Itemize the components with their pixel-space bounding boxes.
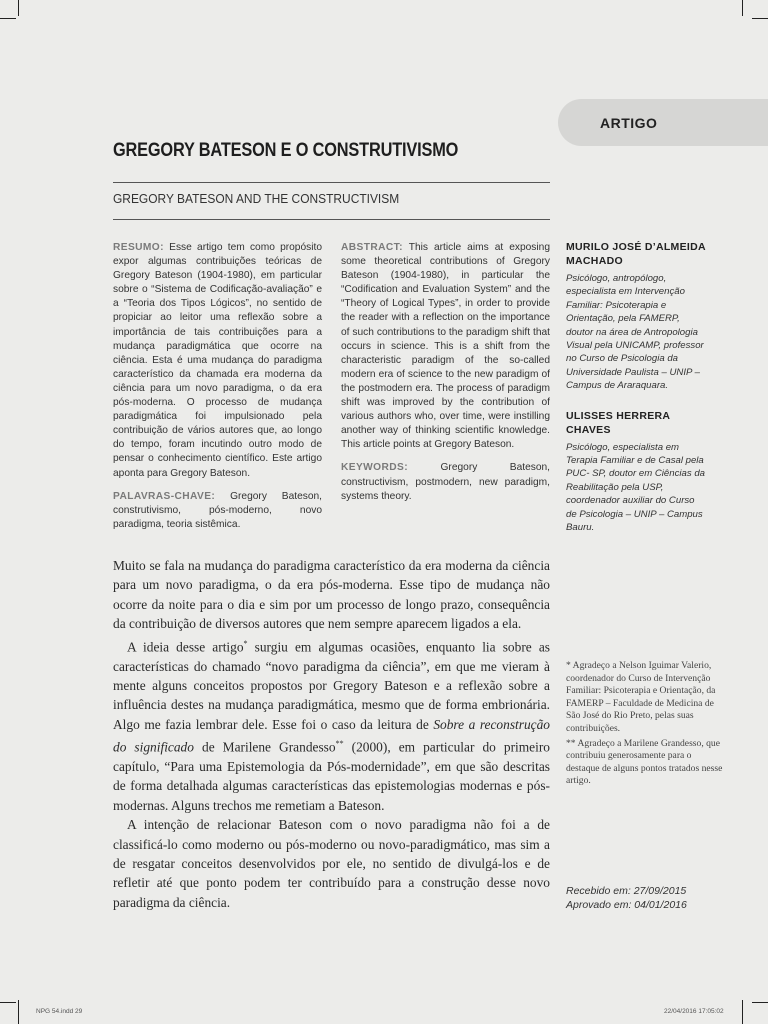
resumo-paragraph	[113, 241, 322, 481]
abstract-text: This article aims at exposing some theoretical contributions of Gregory Bateson (1904-1980), in particular the “Codification and Evaluation System” and the “Theory of Logical Types”, in order to provide the reader with a reflection on the importance of such contributions to the paradigm shift that occurs in science. This is a shift from the characteristic paradigm of the so-called modern era of science to the new paradigm of the postmodern era. The process of paradigm shift was improved by the contribution of various authors who, over time, were instilling another way of thinking scientific knowledge. This article points at Gregory Bateson.	[341, 242, 550, 451]
crop-mark	[0, 18, 16, 19]
keywords-label: KEYWORDS:	[341, 462, 408, 474]
resumo-text: Esse artigo tem como propósito expor algumas contribuições teóricas de Gregory Bateson (1904-1980), em particular sobre o “Sistema de Codificação-avaliação” e a “Teoria dos Tipos Lógicos”, no sentido de propiciar ao leitor uma reflexão sobre a importância de tais contribuições para a mudança paradigmática que ocorre na ciência. Esta é uma mudança do paradigma característico da chamada era moderna da ciência para um novo paradigma, o da era pós-moderna. O processo de mudança paradigmática foi impulsionado pela contribuição de vários autores que, ao longo do tempo, foram incutindo outro modo de pensar o conhecimento científico. Este artigo aponta para Gregory Bateson.	[113, 242, 322, 479]
crop-mark	[742, 1000, 743, 1024]
subtitle-rule	[113, 219, 550, 220]
authors-sidebar	[566, 240, 706, 551]
submission-dates	[566, 884, 687, 912]
article-body	[113, 556, 550, 912]
palavras-chave-paragraph	[113, 490, 322, 532]
palavras-chave-text: Gregory Bateson, construtivismo, pós-moderno, novo paradigma, teoria sistêmica.	[113, 490, 322, 530]
author-name: MURILO JOSÉ D’ALMEIDA MACHADO	[566, 241, 706, 267]
received-date: Recebido em: 27/09/2015	[566, 885, 687, 897]
resumo-column	[113, 241, 322, 532]
author-name: ULISSES HERRERA CHAVES	[566, 409, 670, 436]
body-text: (2000), em particular do primeiro capítulo, “Para uma Epistemologia da Pós-modernidade”, em que são descritas de forma detalhada algumas características das epistemologias modernas e pós-modernas. Alguns trechos me remetiam a Bateson.	[113, 739, 550, 813]
article-subtitle: GREGORY BATESON AND THE CONSTRUCTIVISM	[113, 191, 400, 206]
crop-mark	[0, 1002, 16, 1003]
crop-mark	[742, 0, 743, 16]
footnote-ref: *	[243, 638, 248, 648]
abstract-column	[341, 241, 550, 504]
author-bio: Psicólogo, antropólogo, especialista em Intervenção Familiar: Psicoterapia e Orientação, pela FAMERP, doutor na área de Antropologia Visual pela UNICAMP, professor no Curso de Psicologia da Universidade Paulista – UNIP – Campus de Araraquara.	[566, 273, 704, 392]
footer-right: 22/04/2016 17:05:02	[664, 1008, 724, 1015]
body-text: surgiu em algumas ocasiões, enquanto lia sobre as características do chamado “novo paradigma da ciência”, em que me vieram à mente alguns conceitos propostos por Gregory Bateson e a reflexão sobre a influência destes na mudança paradigmática, mesmo que de forma embrionária. Algo me fazia lembrar dele. Esse foi o caso da leitura de	[113, 639, 550, 732]
footnotes	[566, 660, 726, 790]
body-text: A ideia desse artigo	[127, 639, 244, 655]
abstract-label: ABSTRACT:	[341, 242, 403, 253]
body-paragraph	[113, 634, 550, 816]
footnote: ** Agradeço a Marilene Grandesso, que contribuiu generosamente para o destaque de alguns pontos tratados nesse artigo.	[566, 737, 723, 787]
approved-date: Aprovado em: 04/01/2016	[566, 899, 687, 911]
crop-mark	[752, 18, 768, 19]
book-title: Sobre a reconstrução do significado	[113, 716, 550, 755]
title-rule	[113, 182, 550, 183]
keywords-text: Gregory Bateson, constructivism, postmodern, new paradigm, systems theory.	[341, 462, 550, 502]
section-label: ARTIGO	[600, 114, 658, 131]
footer-left: NPG 54.indd 29	[36, 1008, 83, 1015]
crop-mark	[18, 1000, 19, 1024]
body-paragraph: A intenção de relacionar Bateson com o novo paradigma não foi a de classificá-lo como moderno ou pós-moderno ou novo-paradigmático, mas sim a de resgatar conceitos desenvolvidos por ele, no sentido de divulgá-los e de refletir até que ponto podem ter contribuído para a construção desse novo paradigma da ciência.	[113, 817, 550, 910]
footnote: * Agradeço a Nelson Iguimar Valerio, coordenador do Curso de Intervenção Familiar: Psicoterapia e Orientação, da FAMERP – Faculdade de Medicina de São José do Rio Preto, pelas suas contribuições.	[566, 660, 716, 734]
article-title: GREGORY BATESON E O CONSTRUTIVISMO	[113, 140, 459, 161]
crop-mark	[18, 0, 19, 16]
section-badge	[558, 99, 768, 146]
body-paragraph: Muito se fala na mudança do paradigma característico da era moderna da ciência para um novo paradigma, o da era pós-moderna. Esse tipo de mudança não ocorre da noite para o dia e sim por um processo de longo prazo, consequência da contribuição de diversos autores que nem sempre aparecem ligados a ela.	[113, 558, 550, 632]
crop-mark	[752, 1002, 768, 1003]
footnote-ref: **	[335, 739, 344, 749]
keywords-paragraph	[341, 461, 550, 503]
abstract-paragraph	[341, 241, 550, 452]
palavras-chave-label: PALAVRAS-CHAVE:	[113, 490, 216, 502]
body-text: de Marilene Grandesso	[193, 739, 336, 755]
author-bio: Psicólogo, especialista em Terapia Familiar e de Casal pela PUC- SP, doutor em Ciências da Reabilitação pela USP, coordenador auxiliar do Curso de Psicologia – UNIP – Campus Bauru.	[566, 441, 705, 534]
resumo-label: RESUMO:	[113, 242, 164, 253]
